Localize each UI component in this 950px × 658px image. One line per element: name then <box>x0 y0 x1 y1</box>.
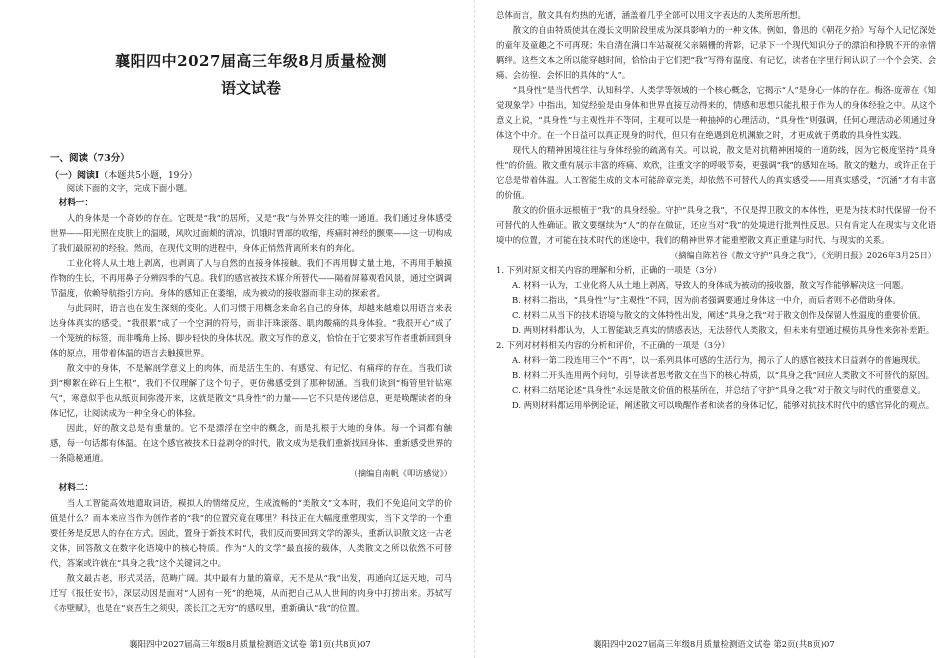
material2-paragraph: “具身性”是当代哲学、认知科学、人类学等领域的一个核心概念，它揭示“人”是身心一体的存在。梅洛-庞蒂在《知觉现象学》中指出，知觉经验是由身体和世界直接互动得来的，情感和思想只能扎根于作为人的身体经验之中。从这个意义上说，“具身性”与主观性并不等同，主观可以是一种抽掉的心理活动，“具身性”则强调，任何心理活动必须通过身体这个中介。在一个日益可以真正现身的时代，但只有在绝遇到危机渊旅之时，才更成就于勇敢的具身性实践。 <box>496 85 936 140</box>
material2-paragraph: 当人工智能高效地遣取词语，模拟人的情绪反应，生成流畅的“美散文”文本时，我们不免追问文学的价值是什么？而本来应当作为创作者的“我”的位置究竟在哪里？科技正在大幅度重塑现实，当下文学的一个重要任务是反思人的存在方式。因此，置身于新技术时代，我们反而要回到文学的源头，重新认识散文这一古老文体，回答散文在数字化语境中的核心特质。作为“人的文学”最直接的载体，人类散文之所以依然不可替代，答案或许就在“具身之我”这个关键词之中。 <box>50 498 452 568</box>
instruction: 阅读下面的文字，完成下面小题。 <box>66 183 193 193</box>
material2-paragraph: 总体而言，散文具有灼热的光谱，涵盖着几乎全部可以用文字表达的人类所思所想。 <box>496 10 806 20</box>
page-left <box>0 0 470 658</box>
part-label: （一）阅读I <box>50 171 100 181</box>
material2-paragraph: 现代人的精神困境往往与身体经验的疏离有关。可以说，散文是对抗精神困境的一道防线，因为它极度坚持“具身性”的价值。散文重有展示丰富的疼痛、欢欣，注重文字的呼吸节奏，更强调“我”的感知在场。散文的魅力，或许正在于它总是带着体温。人工智能生成的文本可能辞章完美，却依然不可替代人的真实感受——用真实感受，“沉涵”才有丰富的价值。 <box>496 145 936 200</box>
question-option: C. 材料二从当下的技术语境与散文的文体特性出发，阐述“具身之我”对于散文创作及保留人性温度的重要价值。 <box>512 310 926 320</box>
material2-paragraph: 散文最古老，形式灵活，范畴广阔。其中最有力量的篇章，无不是从“我”出发，再通向辽远天地，司马迁写《报任安书》，深层动因是面对“人固有一死”的绝境，从而把自己从人世间的肉身中打捞出来。苏轼写《赤壁赋》，也是在“哀吾生之须臾，羡长江之无穷”的感叹里，重新确认“我”的位置。 <box>50 573 452 613</box>
material1-paragraph: 工业化将人从土地上剥离，也剥离了人与自然的直接身体接触。我们不再用脚丈量土地，不再用手触摸作物的生长，不再用鼻子分辨四季的气息。我们的感官被技术媒介所替代——隔着屏幕观看风景，通过空调调节温度，依赖导航指引方向。身体的感知正在萎缩，成为被动的接收器而非主动的探索者。 <box>50 258 452 298</box>
exam-subtitle: 语文试卷 <box>220 79 281 97</box>
material1-paragraph: 因此，好的散文总是有重量的。它不是漂浮在空中的概念，而是扎根于大地的身体。每一个词都有触感，每一句话都有体温。在这个感官被技术日益剥夺的时代，散文成为是我们重新找回身体、重新感受世界的一条隐秘通道。 <box>50 423 452 463</box>
section-heading: 一、阅读（73分） <box>50 153 130 164</box>
part-heading <box>50 168 452 181</box>
question-stem: 2. 下列对材料相关内容的分析和评价，不正确的一项是（3分） <box>496 340 730 350</box>
page-footer-right: 襄阳四中2027届高三年级8月质量检测语文试卷 第2页(共8页)07 <box>593 639 835 649</box>
question-option: D. 两则材料都认为，人工智能缺乏真实的情感表达，无法替代人类散文，但未来有望通过模仿具身性来弥补差距。 <box>512 325 935 335</box>
page-divider <box>474 0 475 658</box>
material2-label: 材料二： <box>58 483 93 493</box>
exam-title: 襄阳四中2027届高三年级8月质量检测 <box>115 52 387 70</box>
part-note: （本题共5小题，19分） <box>99 171 198 181</box>
question-option: C. 材料二结尾论述“具身性”永远是散文价值的根基所在，并总结了守护“具身之我”对于散文与时代的重要意义。 <box>512 385 926 395</box>
material1-paragraph: 与此同时，语言也在发生深刻的变化。人们习惯于用概念来命名自己的身体，却越来越难以用语言来表达身体真实的感受。“我很累”成了一个空洞的符号，而非汗珠滚落、肌肉酸痛的具身体验。“我很开心”成了一个笼统的标签，而非嘴角上扬、脚步轻快的身体状况。散文写作的意义，恰恰在于它要求写作者重新回到身体的原点，用带着体温的语言去触摸世界。 <box>50 303 452 358</box>
question-option: B. 材料二开头连用两个问句，引导读者思考散文在当下的核心特质，以“具身之我”回应人类散文不可替代的原因。 <box>512 370 935 380</box>
material1-source: （摘编自南帆《叩访感觉》） <box>349 468 452 478</box>
question-option: A. 材料一第二段连用三个“不再”，以一系列具体可感的生活行为，揭示了人的感官被技术日益剥夺的普遍现状。 <box>512 355 926 365</box>
question-option: A. 材料一认为，工业化将人从土地上剥离，导致人的身体成为被动的接收器，散文写作能够解决这一问题。 <box>512 280 909 290</box>
question-option: B. 材料二指出，“具身性”与“主观性”不同，因为前者强调要通过身体这一中介，而后者则不必借助身体。 <box>512 295 901 305</box>
material1-paragraph: 散文中的身体，不是解剖学意义上的肉体，而是活生生的、有感觉、有记忆、有痛痒的存在。当我们读到“柳絮在碎石上生根”，我们不仅理解了这个句子，更仿佛感受到了那种韧涵。当我们读到“梅管里针钻寒气”，寒意似乎也从纸页间弥漫开来，这就是散文“具身性”的力量——它不只是传递信息，更是唤醒读者的身体记忆，让阅读成为一种全身心的体验。 <box>50 363 452 418</box>
question-stem: 1. 下列对原文相关内容的理解和分析，正确的一项是（3分） <box>496 265 722 275</box>
material1-paragraph: 人的身体是一个奇妙的存在。它既是“我”的居所，又是“我”与外界交往的唯一通道。我们通过身体感受世界——阳光照在皮肤上的温暖，风吹过面颊的清凉，饥饿时胃部的收缩，疼痛时神经的颤栗——这一切构成了我们最原初的经验。然而，在现代文明的进程中，身体正悄然背离所来有的奔化。 <box>50 213 452 253</box>
question-option: D. 两则材料都运用举例论证，阐述散文可以唤醒作者和读者的身体记忆，能够对抗技术时代中的感官异化的观点。 <box>512 400 935 410</box>
material1-label: 材料一： <box>58 198 93 208</box>
page-right <box>478 0 950 658</box>
material2-paragraph: 散文的价值永远根植于“我”的具身经验。守护“具身之我”，不仅是捍卫散文的本体性，更是为技术时代保留一份不可替代的人性确证。散文要继续为“人”的存在做证，还应当对“我”的处境进行批判性反思。只有肯定人在现实与文化语境中的位置，才可能在技术时代的迷途中，我们的精神世界才能重塑散文真正重建与时代、与现实的关系。 <box>496 205 936 245</box>
material2-paragraph: 散文的自由特质使其在漫长文明阶段里成为深具影响力的一种文体。例如，鲁迅的《朝花夕拾》写每个人记忆深处的童年及童趣之不可再现；朱自清在满口车站凝视父亲隔栅的背影，记录下一个现代知识分子的漂泊和挣脱不开的亲情羁绊。这些文本之所以能穿越时间，恰恰由于它们把“我”写得有温度、有记忆，读者在字里行间认识了一个个会笑、会痛、会彷徨、会怀旧的具体的“人”。 <box>496 25 936 80</box>
material2-source: （摘编自陈若谷《散文守护“具身之我”》，《光明日报》2026年3月25日） <box>670 250 936 260</box>
page-footer-left: 襄阳四中2027届高三年级8月质量检测语文试卷 第1页(共8页)07 <box>129 639 371 649</box>
